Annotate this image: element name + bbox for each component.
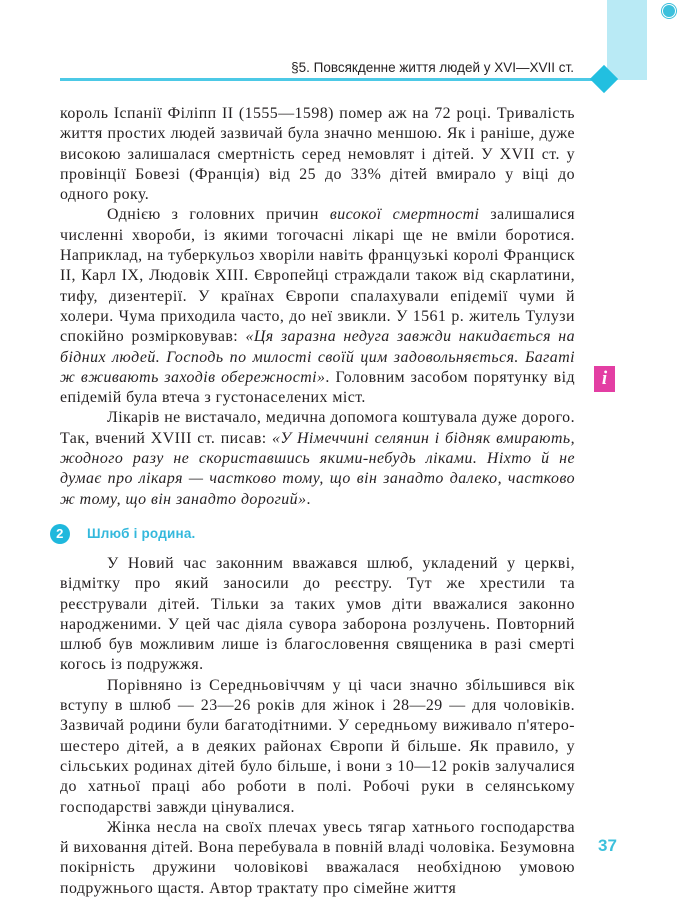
header-rule bbox=[60, 78, 598, 81]
paragraph: Однією з головних причин високої смертності залишалися численні хвороби, із якими тогочасні лікарі ще не вміли боротися. Наприклад, на туберкульоз хворіли навіть французькі королі Франциск II, Карл IX, Людовік XIII. Європейці страждали також від скарлатини, тифу, дизентерії. У країнах Європи спалахували епідемії чуми й холери. Чума приходила часто, до неї звикли. У 1561 р. житель Тулузи спокійно розмірковував: «Ця заразна недуга завжди накидається на бідних людей. Господь по милості своїй цим задовольняється. Багаті ж вживають заходів обережності». Головним засобом порятунку від епідемій була втеча з густонаселених міст. bbox=[60, 206, 575, 407]
section-title: Шлюб і родина. bbox=[87, 525, 196, 541]
publisher-logo-icon bbox=[662, 4, 676, 18]
paragraph: Порівняно із Середньовіччям у ці часи значно збільшився вік вступу в шлюб — 23—26 років для жінок і 28—29 — для чоловіків. Зазвичай родини були багатодітними. У середньому виживало п'ятеро-шестеро дітей, а в деяких районах Європи й більше. Як правило, у сільських родинах дітей було більше, і вони з 10—12 років залучалися до хатньої праці або роботи в полі. Робочі руки в селянському господарстві завжди цінувалися. bbox=[60, 676, 575, 816]
paragraph: Лікарів не вистачало, медична допомога коштувала дуже дорого. Так, вчений XVIII ст. писав: «У Німеччині селянин і бідняк вмирають, жодного разу не скориставшись якими-небудь ліками. Ніхто й не думає про лікаря — частково тому, що він занадто далеко, частково ж тому, що він занадто дорогий». bbox=[60, 409, 575, 508]
section-number-badge: 2 bbox=[50, 524, 70, 544]
section-heading bbox=[50, 524, 575, 544]
info-icon: i bbox=[594, 366, 615, 392]
quote: «У Німеччині селянин і бідняк вмирають, жодного разу не скориставшись якими-небудь ліками. Ніхто й не думає про лікаря — частково тому, що він занадто далеко, частково ж тому, що він занадто дорогий» bbox=[60, 429, 575, 508]
page-body bbox=[56, 104, 575, 899]
paragraph: Жінка несла на своїх плечах увесь тягар хатнього господарства й виховання дітей. Вона перебувала в повній владі чоловіка. Безумовна покірність дружини чоловікові вважалася необхідною умовою подружнього щастя. Автор трактату про сімейне життя bbox=[60, 818, 575, 897]
paragraph: У Новий час законним вважався шлюб, укладений у церкві, відмітку про який заносили до реєстру. Тут же хрестили та реєстрували дітей. Тільки за таких умов діти вважалися законно народженими. У цей час діяла сувора заборона розлучень. Повторний шлюб був можливим лише із благословення священика в разі смерті когось із подружжя. bbox=[60, 554, 575, 674]
corner-color-block bbox=[607, 0, 647, 80]
paragraph: король Іспанії Філіпп II (1555—1598) помер аж на 72 році. Тривалість життя простих людей зазвичай була значно меншою. Як і раніше, дуже високою залишалася смертність серед немовлят і дітей. У XVII ст. у провінції Бовезі (Франція) від 25 до 33% дітей вмирало у віці до одного року. bbox=[60, 105, 575, 204]
running-head: §5. Повсякденне життя людей у XVI—XVII ст. bbox=[291, 60, 574, 75]
emphasis: високої смертності bbox=[329, 206, 480, 224]
page-number: 37 bbox=[598, 836, 617, 855]
quote: «Ця заразна недуга завжди накидається на бідних людей. Господь по милості своїй цим задовольняється. Багаті ж вживають заходів обережності» bbox=[60, 328, 575, 386]
